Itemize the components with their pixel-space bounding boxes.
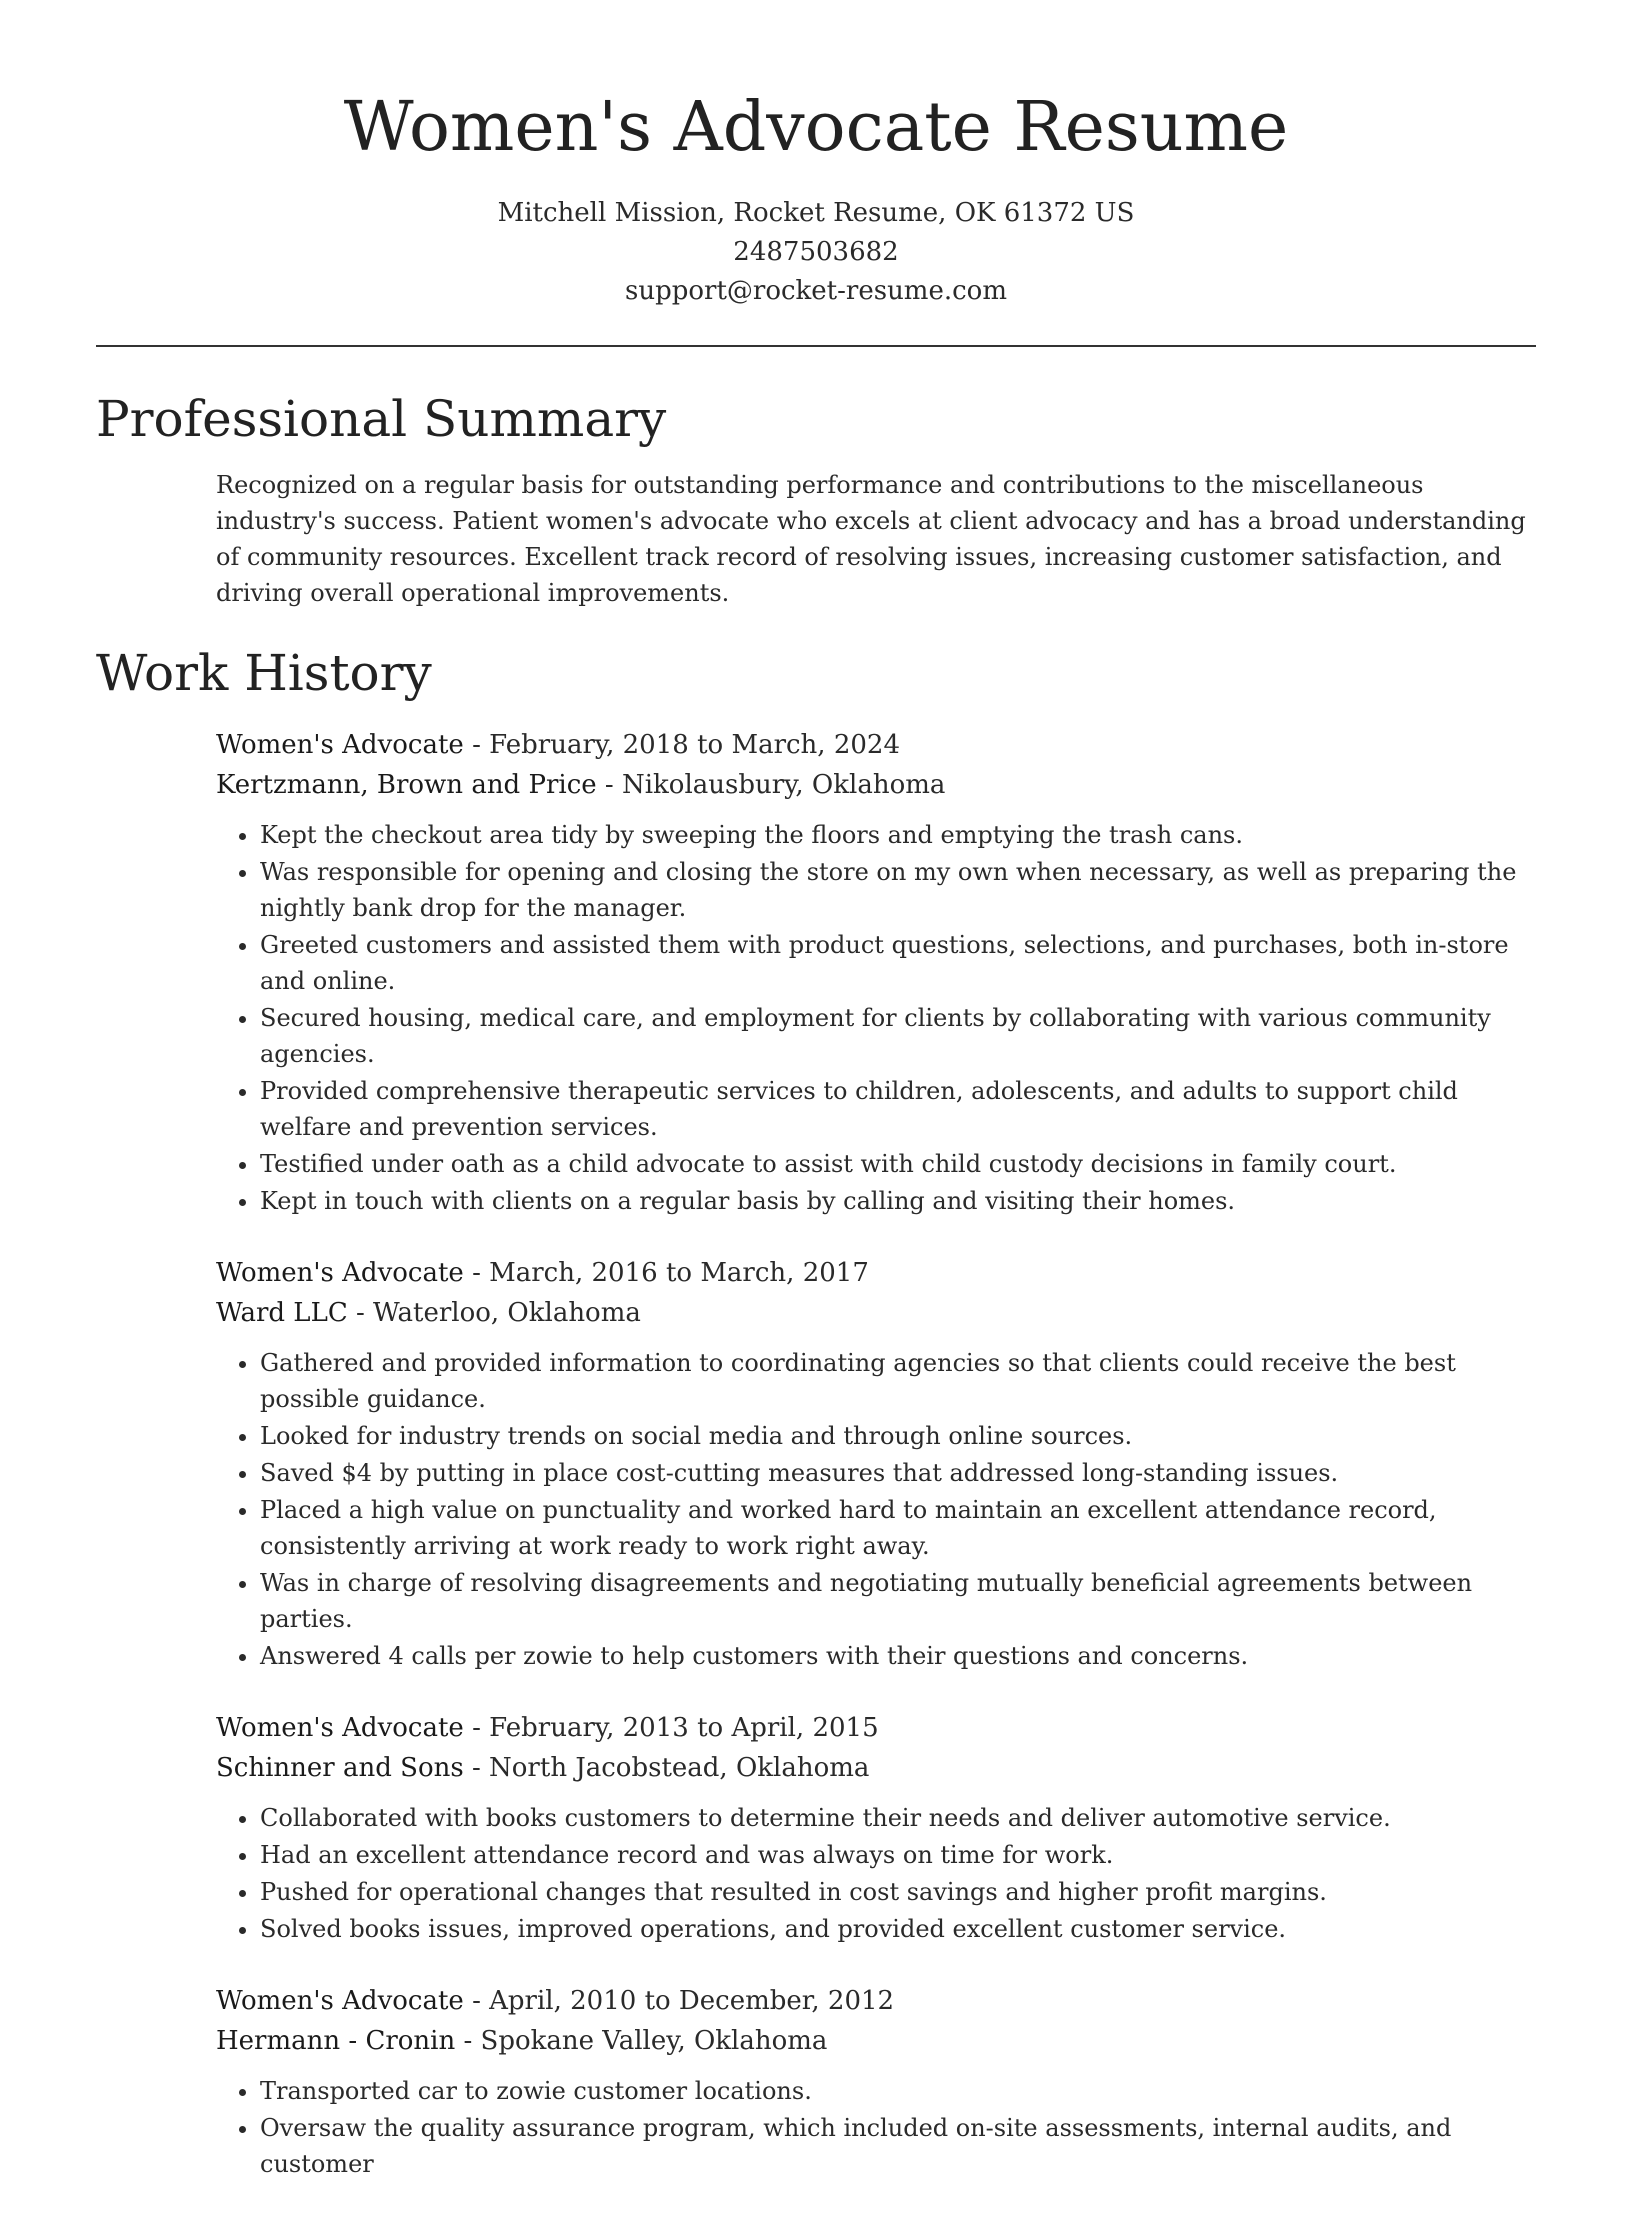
job-company-line	[216, 1293, 1536, 1333]
job-bullet: • Provided comprehensive therapeutic services to children, adolescents, and adults to support child welfare and prevention services.	[260, 1073, 1536, 1145]
job-title-line	[216, 1708, 1536, 1748]
contact-email: support@rocket-resume.com	[624, 276, 1007, 306]
job-bullet: • Collaborated with books customers to determine their needs and deliver automotive service.	[260, 1800, 1536, 1836]
job-company-line	[216, 2021, 1536, 2061]
job-bullet-list	[216, 2073, 1536, 2182]
job-entry	[216, 1253, 1536, 1674]
job-title: Women's Advocate	[216, 1986, 464, 2016]
job-company-line	[216, 765, 1536, 805]
job-company: Ward LLC	[216, 1298, 348, 1328]
job-title-line	[216, 725, 1536, 765]
job-bullet: • Kept in touch with clients on a regular basis by calling and visiting their homes.	[260, 1183, 1536, 1219]
job-bullet: • Pushed for operational changes that resulted in cost savings and higher profit margins.	[260, 1874, 1536, 1910]
job-bullet: • Answered 4 calls per zowie to help customers with their questions and concerns.	[260, 1638, 1536, 1674]
job-dates: - February, 2018 to March, 2024	[463, 730, 900, 760]
job-bullet: • Placed a high value on punctuality and worked hard to maintain an excellent attendance record, consistently arriving at work ready to work right away.	[260, 1492, 1536, 1564]
header-divider	[96, 345, 1536, 347]
job-bullet: • Kept the checkout area tidy by sweeping the floors and emptying the trash cans.	[260, 817, 1536, 853]
job-title: Women's Advocate	[216, 1258, 464, 1288]
resume-header	[96, 0, 1536, 311]
job-company: Schinner and Sons	[216, 1753, 464, 1783]
job-bullet: • Secured housing, medical care, and employment for clients by collaborating with various community agencies.	[260, 1000, 1536, 1072]
job-bullet: • Testified under oath as a child advocate to assist with child custody decisions in family court.	[260, 1146, 1536, 1182]
job-location: - Spokane Valley, Oklahoma	[455, 2026, 828, 2056]
contact-address: Mitchell Mission, Rocket Resume, OK 61372 US	[497, 198, 1135, 228]
job-location: - Waterloo, Oklahoma	[347, 1298, 641, 1328]
job-bullet: • Oversaw the quality assurance program, which included on-site assessments, internal audits, and customer	[260, 2110, 1536, 2182]
job-bullet: • Had an excellent attendance record and was always on time for work.	[260, 1837, 1536, 1873]
job-entry	[216, 725, 1536, 1219]
job-bullet: • Was responsible for opening and closing the store on my own when necessary, as well as preparing the nightly bank drop for the manager.	[260, 854, 1536, 926]
work-history-heading: Work History	[96, 644, 432, 702]
job-bullet: • Looked for industry trends on social media and through online sources.	[260, 1418, 1536, 1454]
job-company: Hermann - Cronin	[216, 2026, 456, 2056]
contact-phone: 2487503682	[733, 237, 899, 267]
job-title-line	[216, 1981, 1536, 2021]
job-bullet-list	[216, 1345, 1536, 1674]
job-dates: - February, 2013 to April, 2015	[463, 1713, 879, 1743]
job-location: - North Jacobstead, Oklahoma	[463, 1753, 870, 1783]
job-title-line	[216, 1253, 1536, 1293]
job-bullet-list	[216, 1800, 1536, 1947]
job-entry	[216, 1981, 1536, 2182]
job-title: Women's Advocate	[216, 1713, 464, 1743]
summary-text: Recognized on a regular basis for outstanding performance and contributions to the miscellaneous industry's success. Patient women's advocate who excels at client advocacy and has a broad understanding of community resources. Excellent track record of resolving issues, increasing customer satisfaction, and driving overall operational improvements.	[216, 471, 1526, 607]
job-bullet: • Greeted customers and assisted them with product questions, selections, and purchases, both in-store and online.	[260, 927, 1536, 999]
job-company: Kertzmann, Brown and Price	[216, 770, 597, 800]
job-company-line	[216, 1748, 1536, 1788]
resume-page	[96, 0, 1536, 2216]
job-bullet: • Was in charge of resolving disagreements and negotiating mutually beneficial agreements between parties.	[260, 1565, 1536, 1637]
job-dates: - March, 2016 to March, 2017	[463, 1258, 869, 1288]
job-entry	[216, 1708, 1536, 1947]
job-bullet: • Transported car to zowie customer locations.	[260, 2073, 1536, 2109]
job-location: - Nikolausbury, Oklahoma	[596, 770, 946, 800]
contact-block	[96, 194, 1536, 311]
job-bullet: • Solved books issues, improved operations, and provided excellent customer service.	[260, 1911, 1536, 1947]
job-bullet: • Saved $4 by putting in place cost-cutting measures that addressed long-standing issues.	[260, 1455, 1536, 1491]
job-dates: - April, 2010 to December, 2012	[463, 1986, 895, 2016]
summary-heading: Professional Summary	[96, 390, 667, 448]
job-title: Women's Advocate	[216, 730, 464, 760]
job-bullet-list	[216, 817, 1536, 1219]
resume-title: Women's Advocate Resume	[343, 88, 1289, 167]
job-bullet: • Gathered and provided information to coordinating agencies so that clients could receive the best possible guidance.	[260, 1345, 1536, 1417]
work-history-list	[216, 725, 1536, 2182]
